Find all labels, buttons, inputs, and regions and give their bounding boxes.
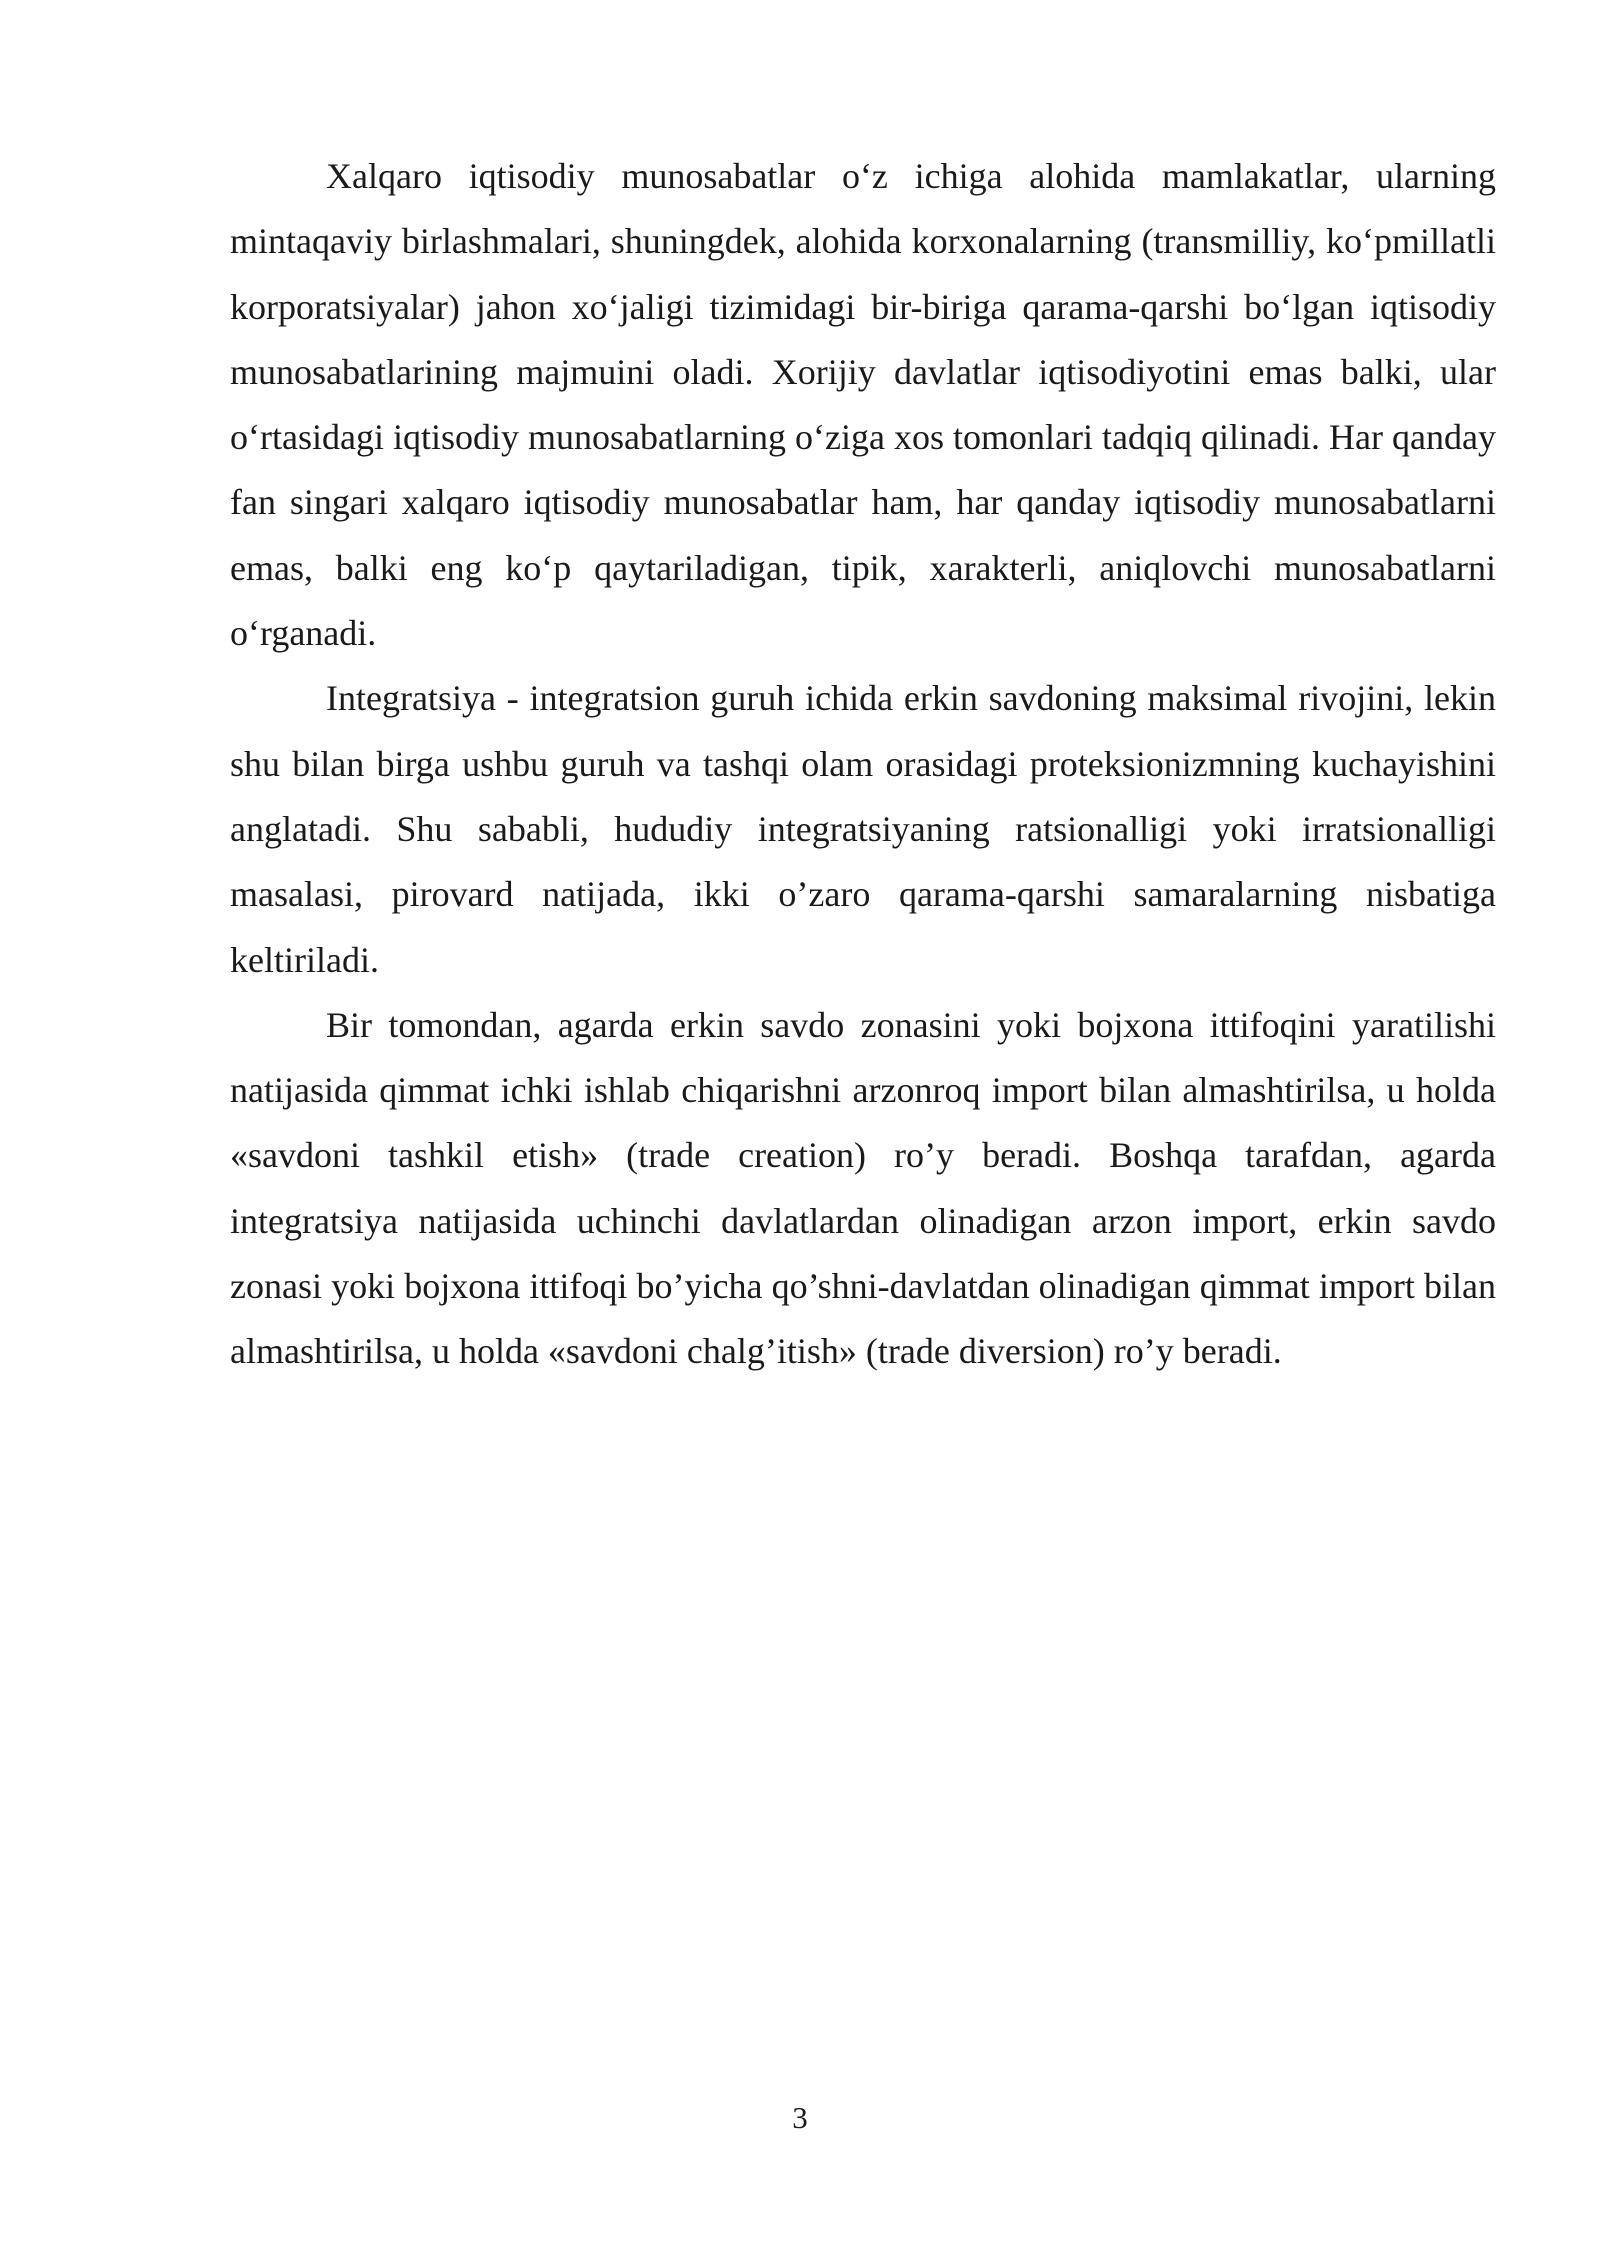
paragraph-3: Bir tomondan, agarda erkin savdo zonasini yoki bojxona ittifoqini yaratilishi natijasida qimmat ichki ishlab chiqarishni arzonroq import bilan almashtirilsa, u holda «savdoni tashkil etish» (trade creation) ro’y beradi. Boshqa tarafdan, agarda integratsiya natijasida uchinchi davlatlardan olinadigan arzon import, erkin savdo zonasi yoki bojxona ittifoqi bo’yicha qo’shni-davlatdan olinadigan qimmat import bilan almashtirilsa, u holda «savdoni chalg’itish» (trade diversion) ro’y beradi. <box>230 1004 1496 1372</box>
page-number: 3 <box>792 2100 808 2135</box>
document-body <box>230 144 1496 1385</box>
paragraph-2: Integratsiya - integratsion guruh ichida erkin savdoning maksimal rivojini, lekin shu bilan birga ushbu guruh va tashqi olam orasidagi proteksionizmning kuchayishini anglatadi. Shu sababli, hududiy integratsiyaning ratsionalligi yoki irratsionalligi masalasi, pirovard natijada, ikki o’zaro qarama-qarshi samaralarning nisbatiga keltiriladi. <box>230 678 1496 980</box>
paragraph-1: Xalqaro iqtisodiy munosabatlar o‘z ichiga alohida mamlakatlar, ularning mintaqaviy birlashmalari, shuningdek, alohida korxonalarning (transmilliy, ko‘pmillatli korporatsiyalar) jahon xo‘jaligi tizimidagi bir-biriga qarama-qarshi bo‘lgan iqtisodiy munosabatlarining majmuini oladi. Xorijiy davlatlar iqtisodiyotini emas balki, ular o‘rtasidagi iqtisodiy munosabatlarning o‘ziga xos tomonlari tadqiq qilinadi. Har qanday fan singari xalqaro iqtisodiy munosabatlar ham, har qanday iqtisodiy munosabatlarni emas, balki eng ko‘p qaytariladigan, tipik, xarakterli, aniqlovchi munosabatlarni o‘rganadi. <box>230 156 1496 654</box>
